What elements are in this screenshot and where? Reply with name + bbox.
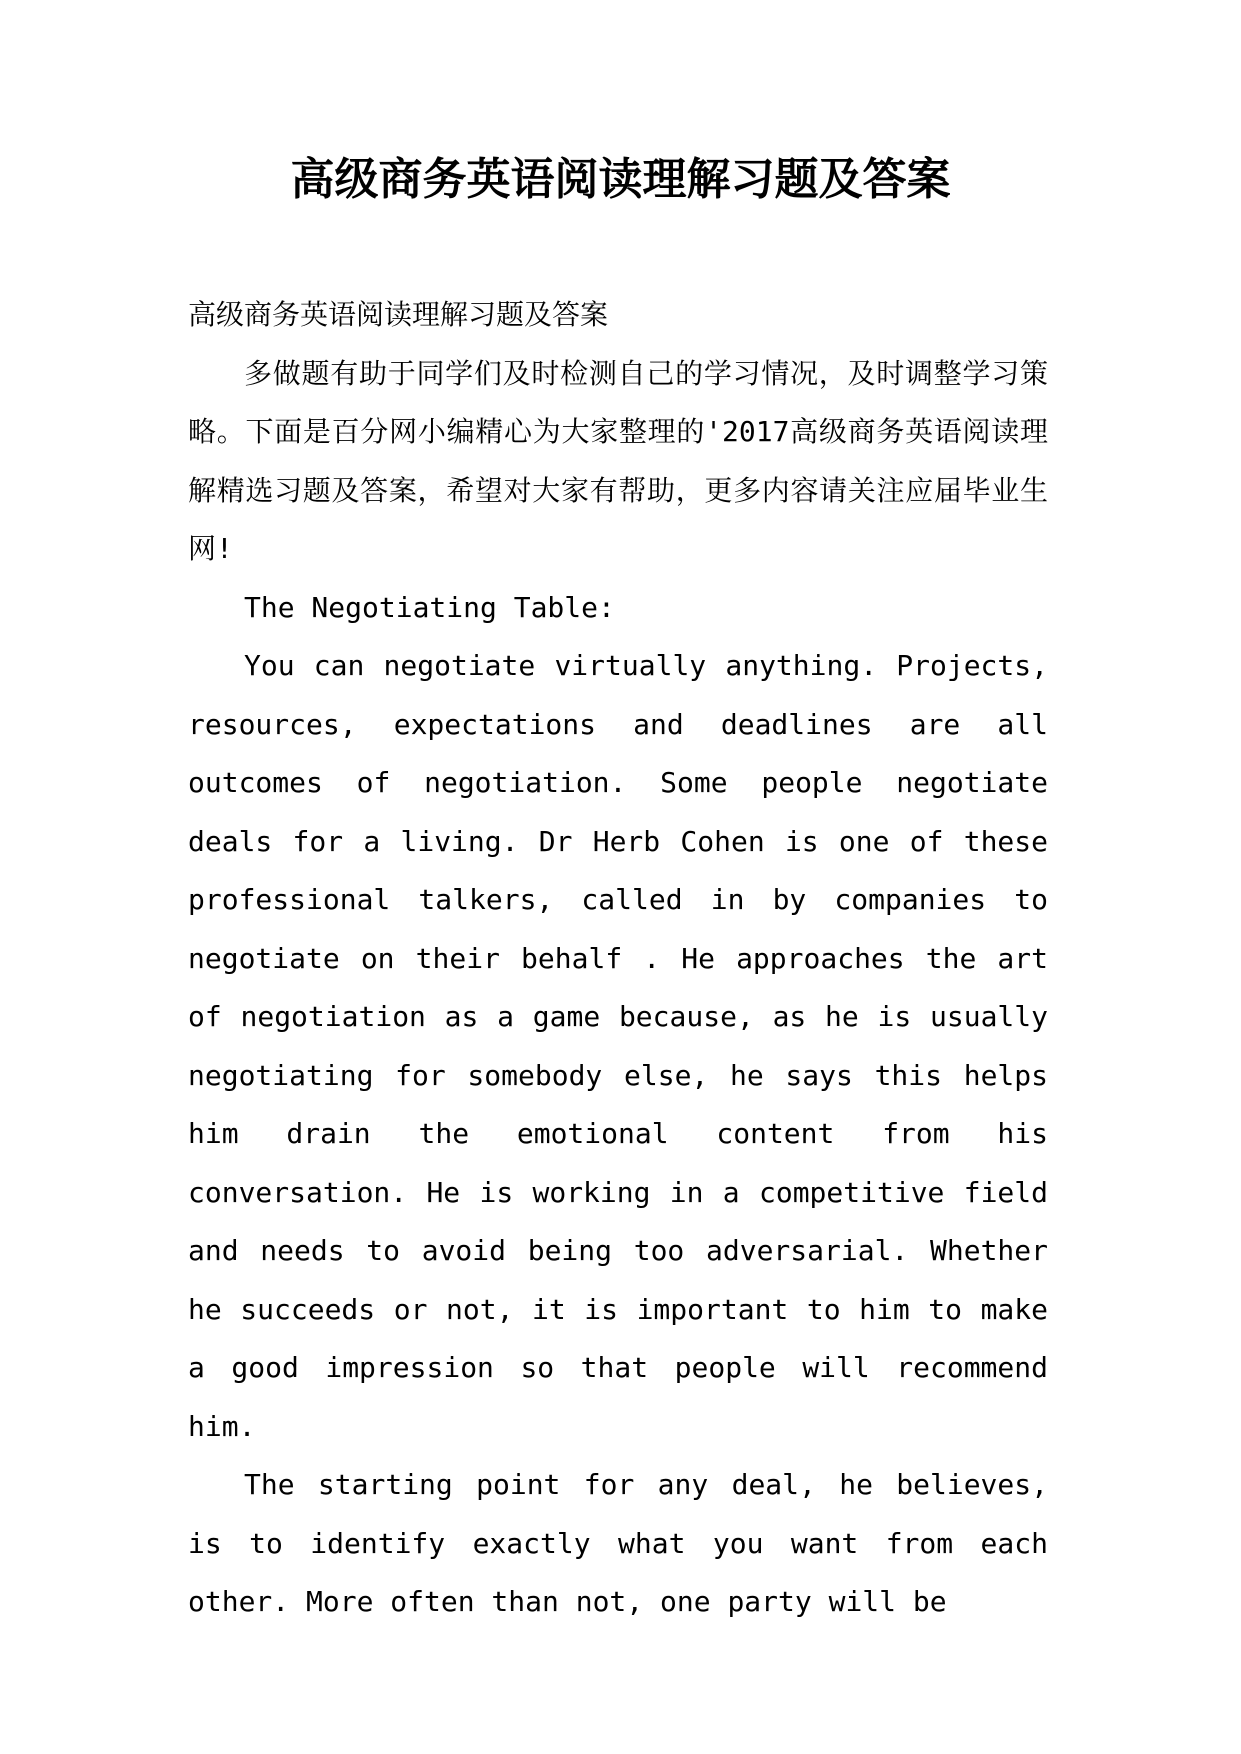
- subtitle-line: 高级商务英语阅读理解习题及答案: [188, 298, 609, 331]
- intro-paragraph: 多做题有助于同学们及时检测自己的学习情况，及时调整学习策略。下面是百分网小编精心为大家整理的'2017高级商务英语阅读理解精选习题及答案，希望对大家有帮助，更多内容请关注应届毕业生网!: [188, 356, 1048, 565]
- section-heading: The Negotiating Table:: [244, 590, 615, 624]
- body-paragraph: You can negotiate virtually anything. Projects, resources, expectations and deadlines are all outcomes of negotiation. Some people negotiate deals for a living. Dr Herb Cohen is one of these professional talkers, called in by companies to negotiate on their behalf . He approaches the art of negotiation as a game because, as he is usually negotiating for somebody else, he says this helps him drain the emotional content from his conversation. He is working in a competitive field and needs to avoid being too adversarial. Whether he succeeds or not, it is important to him to make a good impression so that people will recommend him.: [188, 649, 1048, 1443]
- body-paragraph: The starting point for any deal, he believes, is to identify exactly what you want from each other. More often than not, one party will be: [188, 1468, 1048, 1618]
- document-body: [188, 286, 1048, 1632]
- document-title: 高级商务英语阅读理解习题及答案: [290, 154, 951, 205]
